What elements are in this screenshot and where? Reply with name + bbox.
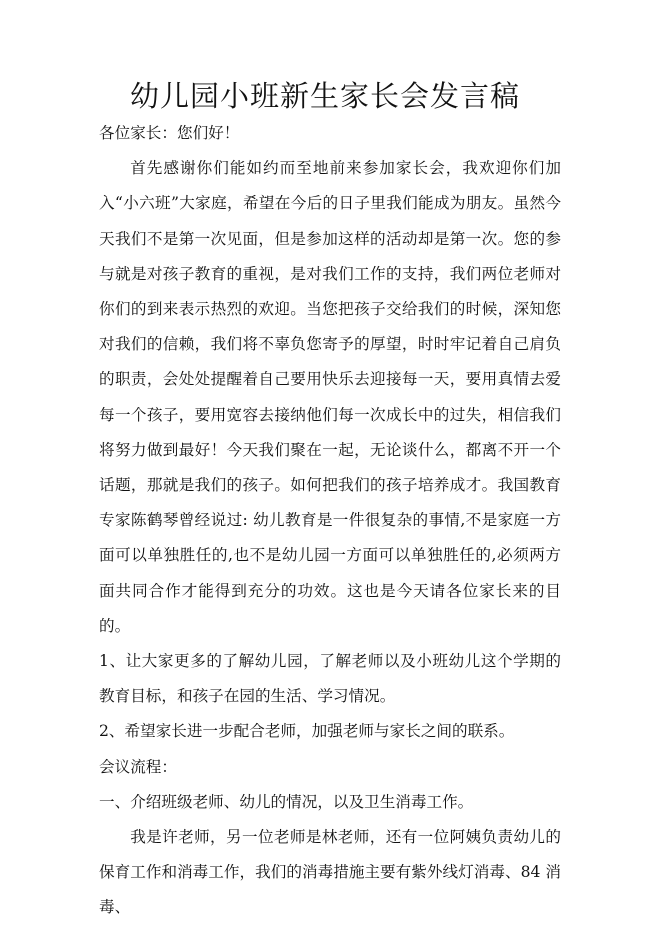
- intro-paragraph: 首先感谢你们能如约而至地前来参加家长会，我欢迎你们加入“小六班”大家庭，希望在今后的日子里我们能成为朋友。虽然今天我们不是第一次见面，但是参加这样的活动却是第一次。您的参与就是对孩子教育的重视，是对我们工作的支持，我们两位老师对你们的到来表示热烈的欢迎。当您把孩子交给我们的时候，深知您对我们的信赖，我们将不辜负您寄予的厚望，时时牢记着自己肩负的职责，会处处提醒着自己要用快乐去迎接每一天，要用真情去爱每一个孩子，要用宽容去接纳他们每一次成长中的过失，相信我们将努力做到最好！今天我们聚在一起，无论谈什么，都离不开一个话题，那就是我们的孩子。如何把我们的孩子培养成才。我国教育专家陈鹤琴曾经说过: 幼儿教育是一件很复杂的事情,不是家庭一方面可以单独胜任的,也不是幼儿园一方面可以单独胜任的,必须两方面共同合作才能得到充分的功效。这也是今天请各位家长来的目的。: [99, 159, 561, 635]
- goal-item-1: 1、让大家更多的了解幼儿园，了解老师以及小班幼儿这个学期的教育目标，和孩子在园的生活、学习情况。: [99, 652, 561, 706]
- goal-item-2: 2、希望家长进一步配合老师，加强老师与家长之间的联系。: [99, 722, 515, 741]
- agenda-label: 会议流程：: [99, 757, 177, 776]
- page-title: 幼儿园小班新生家长会发言稿: [129, 79, 520, 113]
- section-heading-1: 一、介绍班级老师、幼儿的情况，以及卫生消毒工作。: [99, 792, 474, 811]
- greeting-line: 各位家长：您们好！: [99, 124, 240, 142]
- teachers-paragraph: 我是许老师，另一位老师是林老师，还有一位阿姨负责幼儿的保育工作和消毒工作，我们的消毒措施主要有紫外线灯消毒、84 消毒、: [99, 828, 561, 917]
- speech-body: [99, 116, 561, 926]
